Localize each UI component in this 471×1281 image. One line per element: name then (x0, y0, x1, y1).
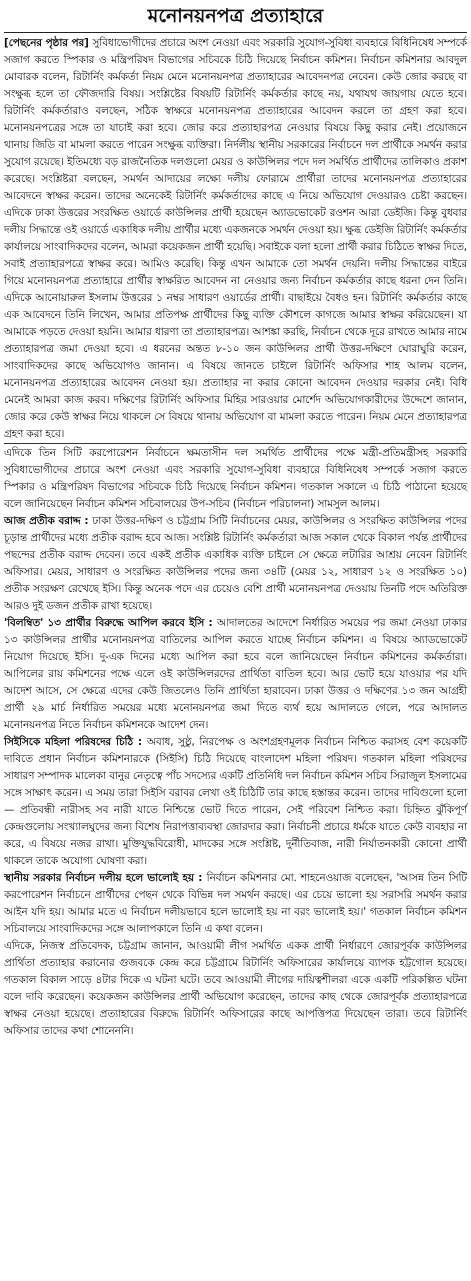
subhead-mohila-parishad-letter: সিইসিকে মহিলা পরিষদের চিঠি : (4, 736, 147, 748)
subhead-symbol-allocation: আজ প্রতীক বরাদ্দ : (4, 515, 93, 527)
paragraph-text: এদিকে, নিজস্ব প্রতিবেদক, চট্টগ্রাম জানান, আওয়ামী লীগ সমর্থিত একক প্রার্থী নির্ধারণে জোরপূর্বক কাউন্সিলর প্রার্থিতা প্রত্যাহার করানোর গুজবকে কেন্দ্র করে চট্টগ্রামে রিটার্নিং অফিসারের কার্যালয়ে ব্যাপক হট্টগোল হয়েছে। গতকাল বিকাল সাড়ে ৪টার দিকে এ ঘটনা ঘটে। তবে আওয়ামী লীগের দায়িত্বশীলরা একে একটি পরিকল্পিত ঘটনা বলে দাবি করেছেন। কয়েকজন কাউন্সিলর প্রার্থী অভিযোগ করেছেন, তাদের কাছ থেকে জোরপূর্বক প্রত্যাহারপত্রে স্বাক্ষর নেওয়া হয়েছে। প্রত্যাহারের বিরুদ্ধে রিটার্নিং অফিসারের কাছে আপত্তিপত্র দিয়েছেন তারা। তবে রিটার্নিং অফিসার তাদের কথা শোনেননি। (4, 940, 467, 1037)
paragraph-text: এদিকে তিন সিটি করপোরেশন নির্বাচনে ক্ষমতাসীন দল সমর্থিত প্রার্থীদের পক্ষে মন্ত্রী-প্রতিমন্ত্রীসহ সরকারি সুবিধাভোগীদের প্রচারে অংশ নেওয়া এবং সরকারি সুযোগ-সুবিধা ব্যবহারে বিধিনিষেধ সম্পর্কে সজাগ করতে স্পিকার ও মন্ত্রিপরিষদ বিভাগের সচিবকে চিঠি দিয়েছে নির্বাচন কমিশন। গতকাল সকালে এ চিঠি পাঠানো হয়েছে বলে জানিয়েছেন নির্বাচন কমিশন সচিবালয়ের উপ-সচিব (নির্বাচন পরিচালনা) সামসুল আলম। (4, 447, 467, 510)
news-column (2, 0, 469, 1281)
article-body (2, 33, 469, 1040)
paragraph-text: নির্বাচন কমিশনার মো. শাহনেওয়াজ বলেছেন, 'আসন্ন তিন সিটি করপোরেশন নির্বাচনে প্রার্থীদের পেছন থেকে বিভিন্ন দল সমর্থন করছে। এর চেয়ে ভালো হয় সরাসরি সমর্থন করার আইন যদি হয়। আমার মতে এ নির্বাচন দলীয়ভাবে হলে ভালোই হয় না বরং ভালোই হয়।' গতকাল নির্বাচন কমিশন সচিবালয়ে সাংবাদিকদের সঙ্গে আলাপকালে তিনি এ কথা বলেন। (4, 872, 467, 935)
article-paragraph-1 (4, 35, 467, 443)
article-paragraph-2 (4, 445, 467, 513)
paragraph-text: অবাধ, সুষ্ঠু, নিরপেক্ষ ও অংশগ্রহণমূলক নির্বাচন নিশ্চিত করাসহ বেশ কয়েকটি দাবিতে প্রধান নির্বাচন কমিশনারকে (সিইসি) চিঠি দিয়েছে বাংলাদেশ মহিলা পরিষদ। গতকাল মহিলা পরিষদের সাধারণ সম্পাদক মালেকা বানুর নেতৃত্বে পাঁচ সদস্যের একটি প্রতিনিধি দল নির্বাচন কমিশন সচিব সিরাজুল ইসলামের সঙ্গে সাক্ষাৎ করেন। এ সময় তারা সিইসি বরাবর লেখা ওই চিঠিটি তার কাছে হস্তান্তর করেন। তাদের দাবিগুলো হলো— প্রতিবন্ধী নারীসহ সব নারী যাতে নিশ্চিন্তে ভোট দিতে পারেন, সেই পরিবেশ নিশ্চিত করা। চিহ্নিত ঝুঁকিপূর্ণ কেন্দ্রগুলোয় সংখ্যালঘুদের জন্য বিশেষ নিরাপত্তাব্যবস্থা জোরদার করা। নির্বাচনী প্রচারে ধর্মকে যাতে কেউ ব্যবহার না করে, এ বিষয়ে নজর রাখা। মুক্তিযুদ্ধবিরোধী, মাদকের সঙ্গে সংশ্লিষ্ট, দুর্নীতিবাজ, নারী নির্যাতনকারী কোনো প্রার্থী থাকলে তাকে অযোগ্য ঘোষণা করা। (4, 736, 467, 867)
article-paragraph-7 (4, 938, 467, 1040)
paragraph-text: আদালতের আদেশে নির্ধারিত সময়ের পর জমা নেওয়া ঢাকার ১৩ কাউন্সিলর প্রার্থীর মনোনয়নপত্র বাতিলের আপিল করতে যাচ্ছে নির্বাচন কমিশন। এ বিষয়ে অ্যাডভোকেট নিয়োগ দিয়েছে ইসি। দু-এক দিনের মধ্যে আপিল করা হবে বলে জানিয়েছেন নির্বাচন কমিশনের কর্মকর্তারা। আপিলের রায় কমিশনের পক্ষে এলে ওই কাউন্সিলরদের প্রার্থিতা বাতিল হবে। আর ভোট হয়ে যাওয়ার পর যদি আদেশ আসে, সে ক্ষেত্রে এদের কেউ জিতলেও তিনি প্রার্থিতা হারাবেন। ঢাকা উত্তর ও দক্ষিণের ১৩ জন আগ্রহী প্রার্থী ২৯ মার্চ নির্ধারিত সময়ের মধ্যে মনোনয়নপত্র জমা দিতে ব্যর্থ হয়ে আদালতে গেলে, পরে আদালত মনোনয়নপত্র নিতে নির্বাচন কমিশনকে আদেশ দেন। (4, 617, 468, 731)
article-paragraph-6 (4, 870, 467, 938)
divider (4, 443, 467, 444)
article-paragraph-3 (4, 513, 467, 615)
article-paragraph-5 (4, 734, 467, 870)
subhead-local-election-party: স্থানীয় সরকার নির্বাচন দলীয় হলে ভালোই হয় : (4, 872, 207, 884)
article-headline: মনোনয়নপত্র প্রত্যাহারে (4, 0, 467, 33)
subhead-ec-appeal: 'বিলম্বিত' ১৩ প্রার্থীর বিরুদ্ধে আপিল করবে ইসি : (4, 617, 217, 629)
article-paragraph-4 (4, 615, 467, 734)
continued-marker: [পেছনের পৃষ্ঠার পর] (4, 37, 93, 49)
paragraph-text: সুবিধাভোগীদের প্রচারে অংশ নেওয়া এবং সরকারি সুযোগ-সুবিধা ব্যবহারে বিধিনিষেধ সম্পর্কে সজাগ করতে স্পিকার ও মন্ত্রিপরিষদ বিভাগের সচিবকে চিঠি দিয়েছে নির্বাচন কমিশন। নির্বাচন কমিশনার আবদুল মোবারক বলেন, রিটার্নিং কর্মকর্তা নিয়ম মেনে মনোনয়নপত্র প্রত্যাহারের আবেদনপত্র নেবেন। কেউ জোর করছে বা সংক্ষুব্ধ হলে তা ফৌজদারি বিষয়। সংশ্লিষ্টের বিষয়টি রিটার্নিং কর্মকর্তার কাছে নয়, যথাযথ জায়গায় যেতে হবে। রিটার্নিং কর্মকর্তারাও বলছেন, সঠিক স্বাক্ষরে মনোনয়নপত্র প্রত্যাহারের আবেদন করলে তা গ্রহণ করা হবে। মনোনয়নপত্রের সঙ্গে তা যাচাই করা হবে। জোর করে প্রত্যাহারপত্র নেওয়ার বিষয়ে কিছু করার নেই। প্রয়োজনে থানায় জিডি বা মামলা করতে পারেন সংক্ষুব্ধ ব্যক্তিরা। নির্দলীয় স্থানীয় সরকারের নির্বাচনে দল প্রার্থীকে সমর্থন করার সুযোগ রয়েছে। ইতিমধ্যে বড় রাজনৈতিক দলগুলো মেয়র ও কাউন্সিলর পদে দল সমর্থিত প্রার্থীদের তালিকাও প্রকাশ করেছে। সংশ্লিষ্টরা বলছেন, সমর্থন আদায়ের লক্ষ্যে দলীয় ফোরামে প্রার্থীরা তাদের মনোনয়নপত্র প্রত্যাহারের আবেদনে স্বাক্ষর করেন। তাদের অনেকেই রিটার্নিং কর্মকর্তাদের কাছে এ নিয়ে অভিযোগ দেওয়ারও চেষ্টা করছেন। এদিকে ঢাকা উত্তরের সংরক্ষিত ওয়ার্ডে কাউন্সিলর প্রার্থী হয়েছেন অ্যাডভোকেট রওশন আরা ডেইজি। কিন্তু বুধবার দলীয় সিদ্ধান্তে ওই ওয়ার্ডে একাধিক দলীয় প্রার্থীর মধ্যে একজনকে সমর্থন দেওয়া হয়। ক্ষুব্ধ ডেইজি রিটার্নিং কর্মকর্তার কার্যালয়ে সাংবাদিকদের বলেন, আমরা কয়েকজন প্রার্থী হয়েছি। সবাইকে বলা হলো প্রার্থী করার চিঠিতে স্বাক্ষর দিতে, সবাই প্রত্যাহারপত্রে স্বাক্ষর করে। আমিও করেছি। কিন্তু এখন আমাকে তো সমর্থন দেয়নি। দলীয় সিদ্ধান্তের বাইরে গিয়ে মনোনয়নপত্র প্রত্যাহারে প্রার্থীর স্বাক্ষরিত আবেদন না নেওয়ার জন্য নির্বাচন কর্মকর্তার কাছে ধরনা দেন তিনি। এদিকে আনোয়ারুল ইসলাম উত্তরের ১ নম্বর সাধারণ ওয়ার্ডের প্রার্থী। বাছাইয়ে বৈধও হন। রিটার্নিং কর্মকর্তার কাছে এক আবেদনে তিনি লিখেন, আমার প্রতিপক্ষ প্রার্থীদের কিছু ব্যক্তি কৌশলে কাগজে আমার স্বাক্ষর করিয়েছেন। যা আমাকে পড়তে দেওয়া হয়নি। আমার ধারণা তা প্রত্যাহারপত্র। আশঙ্কা করছি, নির্বাচন থেকে দূরে রাখতে আমার নামে প্রত্যাহারপত্র জমা দেওয়া হবে। এ ধরনের অন্তত ৮-১০ জন কাউন্সিলর প্রার্থী উত্তর-দক্ষিণে ঘোরাঘুরি করেন, সাংবাদিকদের কাছে অভিযোগও জানান। এ বিষয়ে জানতে চাইলে রিটার্নিং অফিসার শাহ আলম বলেন, মনোনয়নপত্র প্রত্যাহারের আবেদন নেওয়া হয়। প্রত্যাহার না করার কোনো আবেদন দেওয়ার দরকার নেই। বিধি মেনেই আমরা কাজ করব। দক্ষিণের রিটার্নিং অফিসার মিহির সারওয়ার মোর্শেদ অভিযোগকারীদের উদ্দেশে জানান, জোর করে কেউ স্বাক্ষর নিয়ে থাকলে সে বিষয়ে থানায় অভিযোগ বা মামলা করতে পারেন। নিয়ম মেনে প্রত্যাহারপত্র গ্রহণ করা হবে। (4, 37, 468, 440)
paragraph-text: ঢাকা উত্তর-দক্ষিণ ও চট্টগ্রাম সিটি নির্বাচনের মেয়র, কাউন্সিলর ও সংরক্ষিত কাউন্সিলর পদের চূড়ান্ত প্রার্থীদের মধ্যে প্রতীক বরাদ্দ হবে আজ। সংশ্লিষ্ট রিটার্নিং কর্মকর্তারা আজ সকাল থেকে বিকাল পর্যন্ত প্রার্থীদের পছন্দের প্রতীক বরাদ্দ দেবেন। তবে একই প্রতীক একাধিক ব্যক্তি চাইলে সে ক্ষেত্রে লটারির আশ্রয় নেবেন রিটার্নিং অফিসার। মেয়র, সাধারণ ও সংরক্ষিত কাউন্সিলর পদের জন্য ৩৪টি (মেয়র ১২, সাধারণ ১২ ও সংরক্ষিত ১০) প্রতীক সংরক্ষণ রেখেছে ইসি। কিন্তু অনেক পদে এর চেয়েও বেশি প্রার্থী মনোনয়নপত্র দেওয়ায় তিনটি পদে অতিরিক্ত আরও দুই ডজন প্রতীক রাখা হয়েছে। (4, 515, 467, 612)
